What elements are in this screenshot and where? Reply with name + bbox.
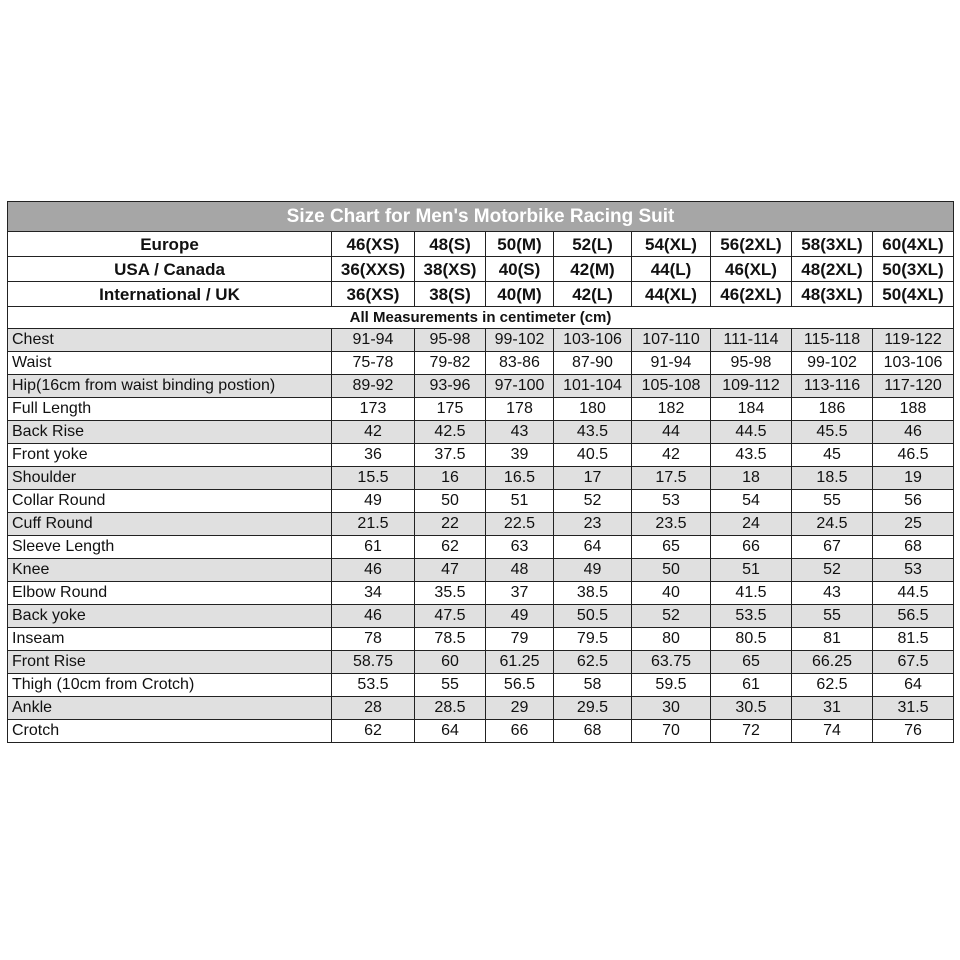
measurement-value: 68 — [873, 536, 954, 559]
measurement-value: 186 — [792, 398, 873, 421]
measurement-value: 23.5 — [632, 513, 711, 536]
measurement-value: 53 — [873, 559, 954, 582]
measurement-value: 37.5 — [415, 444, 486, 467]
measurement-label: Inseam — [8, 628, 332, 651]
measurement-value: 36 — [332, 444, 415, 467]
measurement-value: 41.5 — [711, 582, 792, 605]
size-system-label: USA / Canada — [8, 257, 332, 282]
measurement-value: 93-96 — [415, 375, 486, 398]
measurement-value: 44 — [632, 421, 711, 444]
measurement-value: 42 — [332, 421, 415, 444]
measurement-label: Front Rise — [8, 651, 332, 674]
measurement-value: 51 — [486, 490, 554, 513]
measurement-value: 99-102 — [792, 352, 873, 375]
measurement-value: 19 — [873, 467, 954, 490]
measurement-value: 62 — [415, 536, 486, 559]
measurement-value: 115-118 — [792, 329, 873, 352]
measurement-value: 175 — [415, 398, 486, 421]
measurement-value: 59.5 — [632, 674, 711, 697]
measurement-value: 67 — [792, 536, 873, 559]
size-label-cell: 60(4XL) — [873, 232, 954, 257]
table-row — [8, 674, 954, 697]
measurement-value: 68 — [554, 720, 632, 743]
measurement-value: 70 — [632, 720, 711, 743]
measurement-value: 119-122 — [873, 329, 954, 352]
measurement-value: 50 — [632, 559, 711, 582]
measurement-value: 184 — [711, 398, 792, 421]
measurement-value: 61.25 — [486, 651, 554, 674]
measurement-value: 16 — [415, 467, 486, 490]
measurement-value: 53.5 — [711, 605, 792, 628]
table-row — [8, 651, 954, 674]
measurement-value: 55 — [792, 490, 873, 513]
measurement-value: 61 — [332, 536, 415, 559]
measurement-value: 17 — [554, 467, 632, 490]
table-row — [8, 444, 954, 467]
measurement-value: 56 — [873, 490, 954, 513]
measurement-value: 95-98 — [415, 329, 486, 352]
measurement-value: 52 — [554, 490, 632, 513]
measurement-value: 43.5 — [711, 444, 792, 467]
measurement-value: 30 — [632, 697, 711, 720]
units-row — [8, 307, 954, 329]
measurement-label: Shoulder — [8, 467, 332, 490]
measurement-value: 56.5 — [873, 605, 954, 628]
measurement-value: 44.5 — [873, 582, 954, 605]
measurement-value: 78.5 — [415, 628, 486, 651]
measurement-value: 66.25 — [792, 651, 873, 674]
measurement-value: 52 — [632, 605, 711, 628]
measurement-label: Full Length — [8, 398, 332, 421]
measurement-value: 24.5 — [792, 513, 873, 536]
measurement-value: 53.5 — [332, 674, 415, 697]
measurement-value: 46 — [873, 421, 954, 444]
measurement-value: 67.5 — [873, 651, 954, 674]
measurement-value: 40 — [632, 582, 711, 605]
units-note: All Measurements in centimeter (cm) — [8, 307, 954, 329]
measurement-value: 43 — [792, 582, 873, 605]
measurement-value: 35.5 — [415, 582, 486, 605]
measurement-value: 79.5 — [554, 628, 632, 651]
measurement-value: 54 — [711, 490, 792, 513]
measurement-value: 55 — [792, 605, 873, 628]
measurement-value: 47.5 — [415, 605, 486, 628]
measurement-value: 30.5 — [711, 697, 792, 720]
table-row — [8, 398, 954, 421]
measurement-value: 75-78 — [332, 352, 415, 375]
size-label-cell: 46(2XL) — [711, 282, 792, 307]
measurement-value: 16.5 — [486, 467, 554, 490]
measurement-value: 91-94 — [632, 352, 711, 375]
measurement-value: 31.5 — [873, 697, 954, 720]
size-system-label: International / UK — [8, 282, 332, 307]
size-label-cell: 58(3XL) — [792, 232, 873, 257]
measurement-value: 99-102 — [486, 329, 554, 352]
size-label-cell: 40(S) — [486, 257, 554, 282]
measurement-value: 44.5 — [711, 421, 792, 444]
measurement-value: 39 — [486, 444, 554, 467]
measurement-value: 38.5 — [554, 582, 632, 605]
measurement-value: 105-108 — [632, 375, 711, 398]
measurement-value: 53 — [632, 490, 711, 513]
measurement-value: 109-112 — [711, 375, 792, 398]
measurement-value: 80.5 — [711, 628, 792, 651]
measurement-value: 113-116 — [792, 375, 873, 398]
measurement-value: 89-92 — [332, 375, 415, 398]
measurement-value: 34 — [332, 582, 415, 605]
measurement-value: 62.5 — [554, 651, 632, 674]
measurement-value: 50.5 — [554, 605, 632, 628]
measurement-value: 62 — [332, 720, 415, 743]
measurement-value: 61 — [711, 674, 792, 697]
table-row — [8, 536, 954, 559]
measurement-value: 79 — [486, 628, 554, 651]
size-label-cell: 44(L) — [632, 257, 711, 282]
size-label-cell: 48(3XL) — [792, 282, 873, 307]
size-label-cell: 56(2XL) — [711, 232, 792, 257]
measurement-value: 18 — [711, 467, 792, 490]
table-row — [8, 421, 954, 444]
measurement-value: 60 — [415, 651, 486, 674]
measurement-value: 107-110 — [632, 329, 711, 352]
measurement-value: 79-82 — [415, 352, 486, 375]
size-label-cell: 36(XS) — [332, 282, 415, 307]
measurement-value: 180 — [554, 398, 632, 421]
measurement-value: 23 — [554, 513, 632, 536]
measurement-value: 29 — [486, 697, 554, 720]
measurement-value: 46.5 — [873, 444, 954, 467]
measurement-value: 49 — [332, 490, 415, 513]
measurement-label: Back yoke — [8, 605, 332, 628]
size-label-cell: 42(M) — [554, 257, 632, 282]
measurement-label: Cuff Round — [8, 513, 332, 536]
measurement-value: 29.5 — [554, 697, 632, 720]
measurement-value: 56.5 — [486, 674, 554, 697]
measurement-value: 47 — [415, 559, 486, 582]
measurement-value: 173 — [332, 398, 415, 421]
measurement-value: 46 — [332, 559, 415, 582]
table-row — [8, 375, 954, 398]
table-row — [8, 559, 954, 582]
measurement-value: 37 — [486, 582, 554, 605]
size-system-row — [8, 232, 954, 257]
measurement-label: Waist — [8, 352, 332, 375]
measurement-label: Back Rise — [8, 421, 332, 444]
size-label-cell: 50(3XL) — [873, 257, 954, 282]
table-row — [8, 605, 954, 628]
measurement-value: 117-120 — [873, 375, 954, 398]
measurement-label: Collar Round — [8, 490, 332, 513]
size-label-cell: 46(XS) — [332, 232, 415, 257]
measurement-value: 64 — [554, 536, 632, 559]
measurement-value: 62.5 — [792, 674, 873, 697]
measurement-value: 28.5 — [415, 697, 486, 720]
table-row — [8, 329, 954, 352]
size-label-cell: 42(L) — [554, 282, 632, 307]
measurement-value: 55 — [415, 674, 486, 697]
measurement-value: 51 — [711, 559, 792, 582]
measurement-value: 63 — [486, 536, 554, 559]
size-chart — [7, 201, 953, 743]
measurement-value: 18.5 — [792, 467, 873, 490]
measurement-value: 65 — [632, 536, 711, 559]
measurement-value: 45.5 — [792, 421, 873, 444]
measurement-value: 22.5 — [486, 513, 554, 536]
measurement-value: 43 — [486, 421, 554, 444]
measurement-value: 28 — [332, 697, 415, 720]
measurement-value: 52 — [792, 559, 873, 582]
measurement-label: Elbow Round — [8, 582, 332, 605]
size-label-cell: 48(2XL) — [792, 257, 873, 282]
table-row — [8, 467, 954, 490]
measurement-value: 65 — [711, 651, 792, 674]
size-system-row — [8, 282, 954, 307]
size-system-label: Europe — [8, 232, 332, 257]
size-label-cell: 38(S) — [415, 282, 486, 307]
measurement-value: 49 — [554, 559, 632, 582]
table-row — [8, 582, 954, 605]
measurement-value: 74 — [792, 720, 873, 743]
size-chart-table — [7, 201, 954, 743]
table-row — [8, 697, 954, 720]
chart-title: Size Chart for Men's Motorbike Racing Suit — [8, 202, 954, 232]
measurement-label: Hip(16cm from waist binding postion) — [8, 375, 332, 398]
measurement-value: 111-114 — [711, 329, 792, 352]
measurement-value: 42.5 — [415, 421, 486, 444]
measurement-value: 49 — [486, 605, 554, 628]
measurement-value: 50 — [415, 490, 486, 513]
measurement-value: 58.75 — [332, 651, 415, 674]
measurement-value: 48 — [486, 559, 554, 582]
size-label-cell: 50(4XL) — [873, 282, 954, 307]
measurement-label: Knee — [8, 559, 332, 582]
measurement-value: 97-100 — [486, 375, 554, 398]
measurement-value: 46 — [332, 605, 415, 628]
table-row — [8, 352, 954, 375]
measurement-value: 103-106 — [554, 329, 632, 352]
table-row — [8, 628, 954, 651]
measurement-value: 80 — [632, 628, 711, 651]
measurement-value: 72 — [711, 720, 792, 743]
measurement-value: 22 — [415, 513, 486, 536]
size-label-cell: 36(XXS) — [332, 257, 415, 282]
size-system-row — [8, 257, 954, 282]
measurement-label: Chest — [8, 329, 332, 352]
measurement-value: 188 — [873, 398, 954, 421]
size-label-cell: 50(M) — [486, 232, 554, 257]
measurement-value: 64 — [415, 720, 486, 743]
measurement-value: 58 — [554, 674, 632, 697]
measurement-value: 42 — [632, 444, 711, 467]
measurement-value: 87-90 — [554, 352, 632, 375]
measurement-value: 81.5 — [873, 628, 954, 651]
measurement-value: 15.5 — [332, 467, 415, 490]
size-label-cell: 44(XL) — [632, 282, 711, 307]
size-label-cell: 54(XL) — [632, 232, 711, 257]
measurement-value: 95-98 — [711, 352, 792, 375]
measurement-value: 178 — [486, 398, 554, 421]
measurement-value: 24 — [711, 513, 792, 536]
measurement-value: 64 — [873, 674, 954, 697]
table-row — [8, 720, 954, 743]
table-row — [8, 490, 954, 513]
measurement-value: 66 — [711, 536, 792, 559]
measurement-value: 31 — [792, 697, 873, 720]
measurement-label: Crotch — [8, 720, 332, 743]
measurement-value: 21.5 — [332, 513, 415, 536]
measurement-value: 81 — [792, 628, 873, 651]
measurement-value: 76 — [873, 720, 954, 743]
measurement-value: 66 — [486, 720, 554, 743]
measurement-value: 45 — [792, 444, 873, 467]
measurement-value: 78 — [332, 628, 415, 651]
size-label-cell: 38(XS) — [415, 257, 486, 282]
measurement-value: 43.5 — [554, 421, 632, 444]
size-label-cell: 52(L) — [554, 232, 632, 257]
measurement-value: 17.5 — [632, 467, 711, 490]
title-row — [8, 202, 954, 232]
measurement-value: 182 — [632, 398, 711, 421]
size-label-cell: 46(XL) — [711, 257, 792, 282]
measurement-value: 91-94 — [332, 329, 415, 352]
measurement-value: 63.75 — [632, 651, 711, 674]
measurement-value: 40.5 — [554, 444, 632, 467]
measurement-value: 103-106 — [873, 352, 954, 375]
size-label-cell: 40(M) — [486, 282, 554, 307]
size-label-cell: 48(S) — [415, 232, 486, 257]
measurement-value: 101-104 — [554, 375, 632, 398]
measurement-value: 83-86 — [486, 352, 554, 375]
measurement-label: Sleeve Length — [8, 536, 332, 559]
measurement-label: Ankle — [8, 697, 332, 720]
measurement-label: Thigh (10cm from Crotch) — [8, 674, 332, 697]
table-row — [8, 513, 954, 536]
measurement-value: 25 — [873, 513, 954, 536]
measurement-label: Front yoke — [8, 444, 332, 467]
